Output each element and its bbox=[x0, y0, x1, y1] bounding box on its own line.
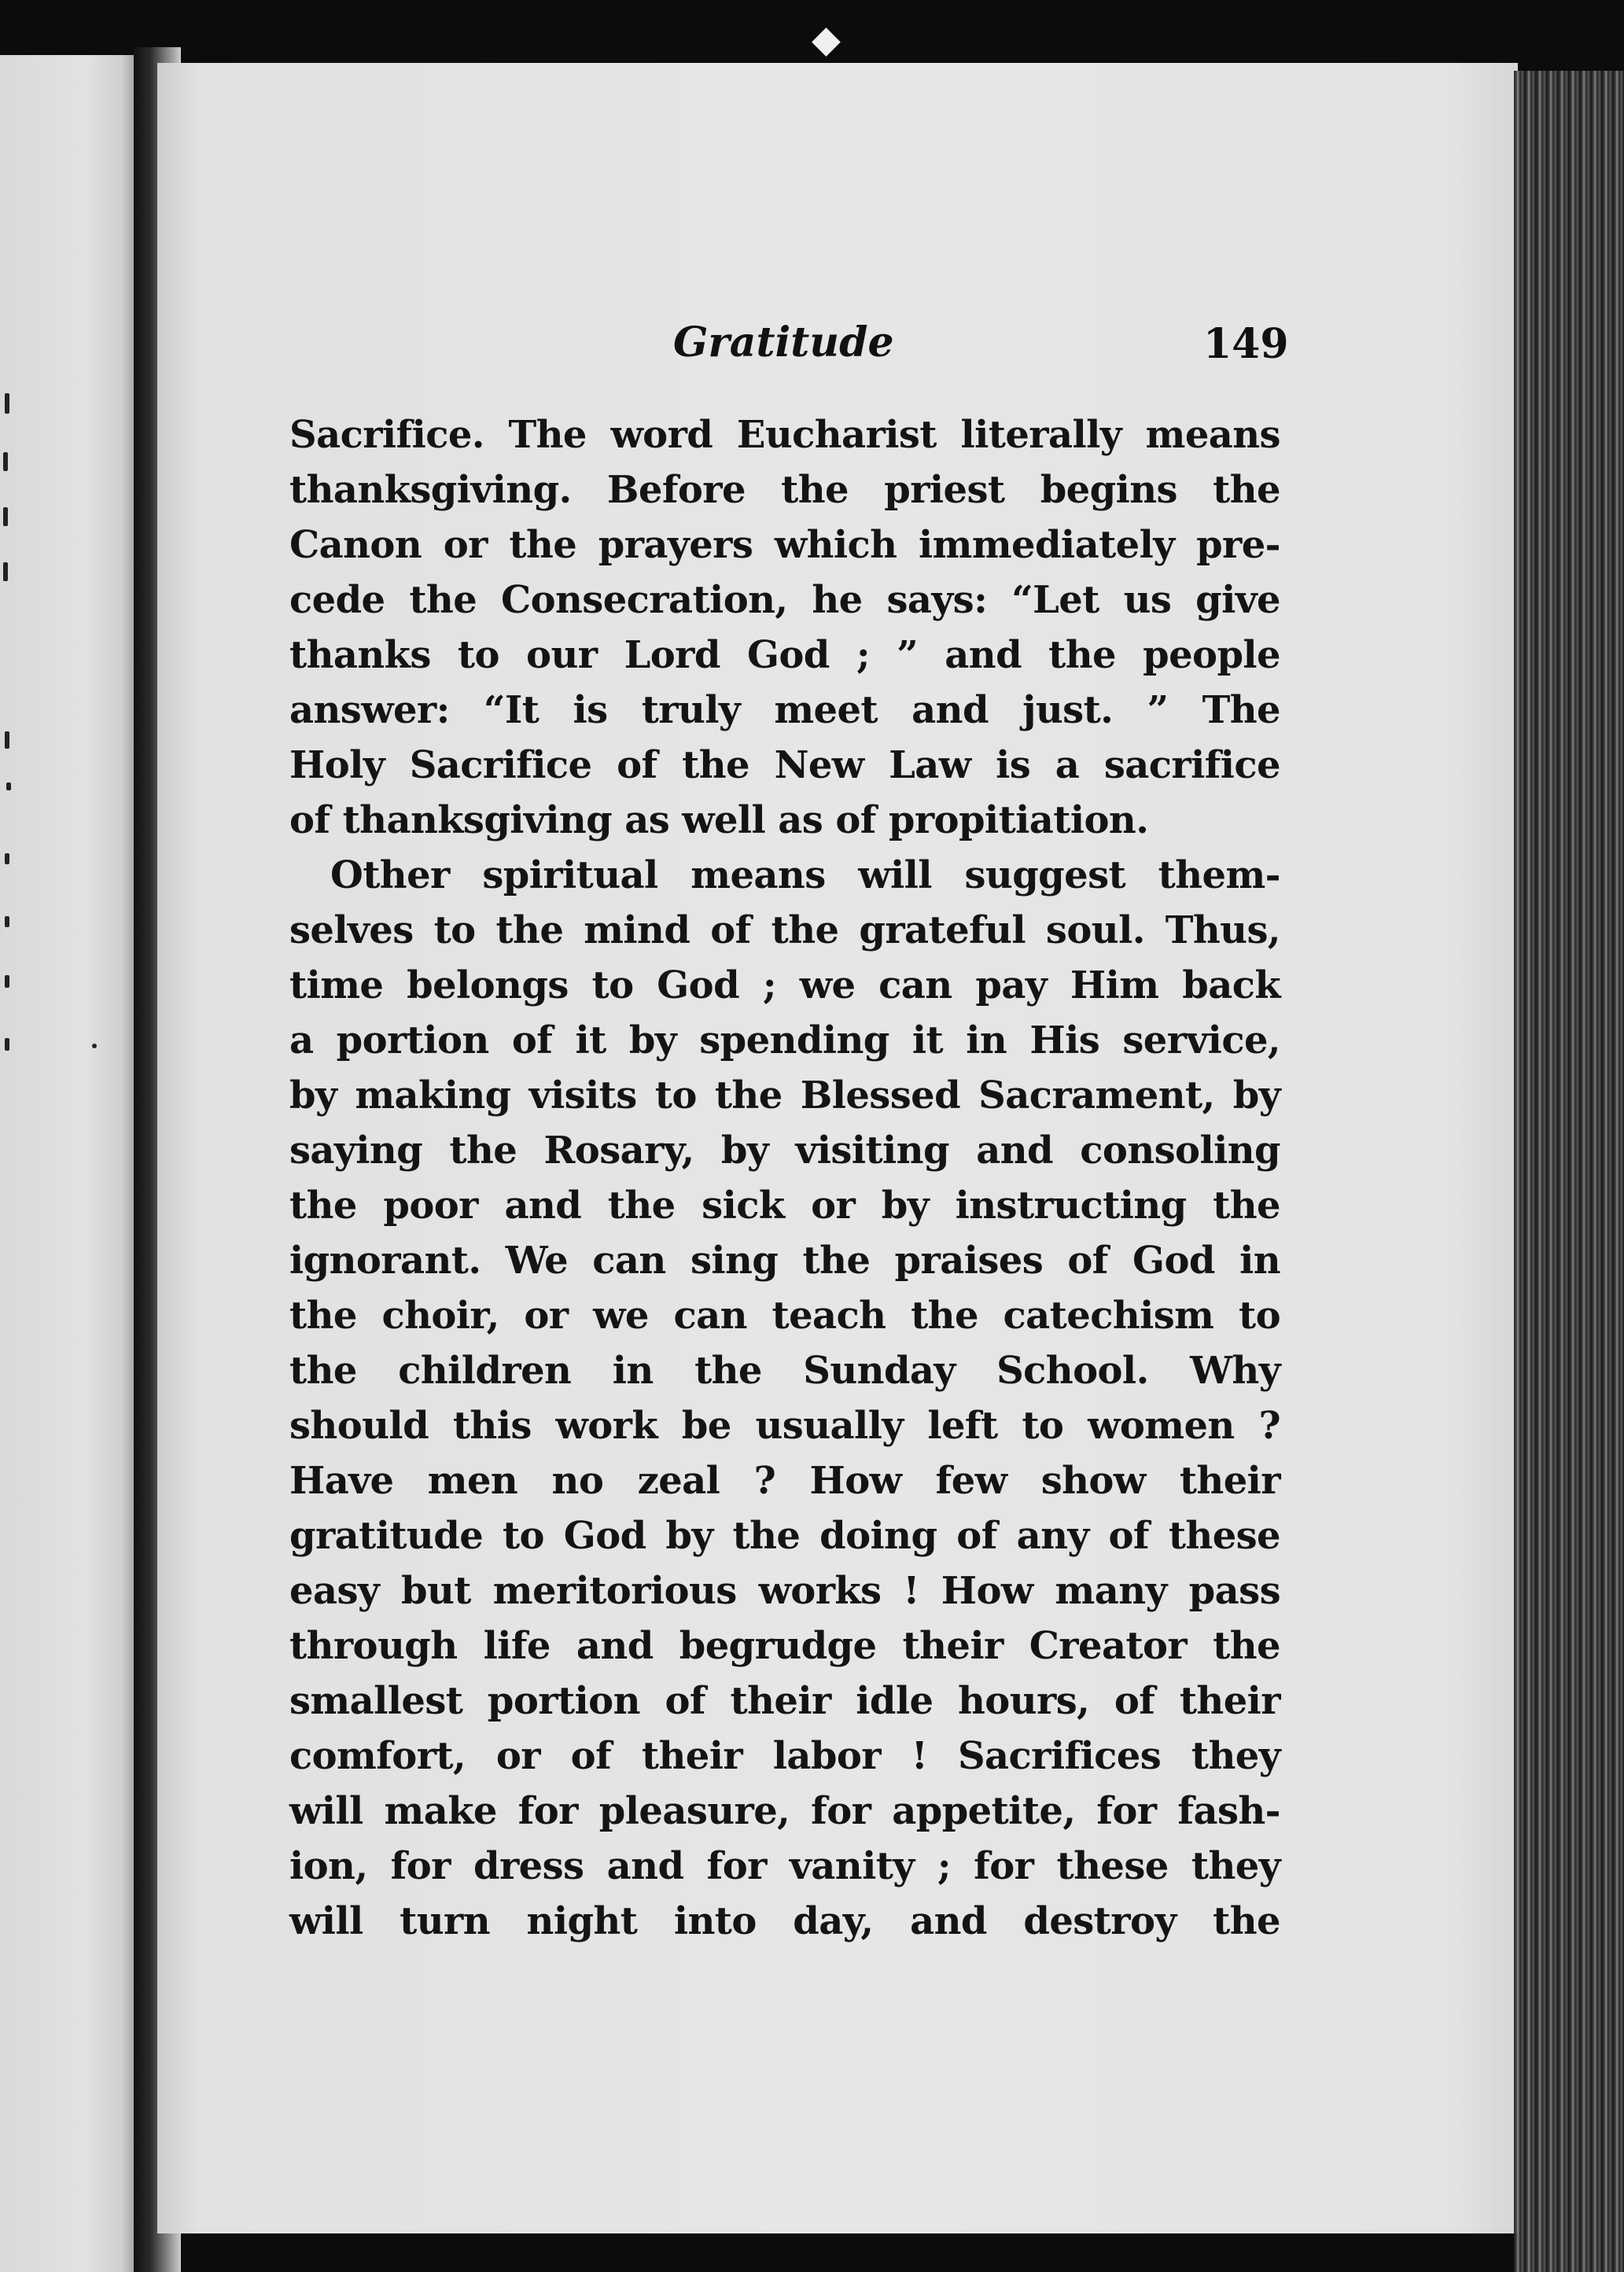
stray-ink-dot bbox=[92, 1044, 97, 1048]
text-line: ion, for dress and for vanity ; for these they bbox=[289, 1844, 1280, 1888]
text-line: cede the Consecration, he says: “Let us give bbox=[289, 578, 1280, 622]
text-line: Holy Sacrifice of the New Law is a sacrifice bbox=[289, 743, 1280, 787]
text-line: through life and begrudge their Creator the bbox=[289, 1624, 1280, 1668]
text-line: will turn night into day, and destroy the bbox=[289, 1899, 1280, 1943]
text-line: Have men no zeal ? How few show their bbox=[289, 1459, 1280, 1503]
left-page-ink-mark bbox=[5, 731, 9, 749]
text-line: will make for pleasure, for appetite, for fash- bbox=[289, 1789, 1280, 1833]
text-line: answer: “It is truly meet and just. ” The bbox=[289, 688, 1280, 732]
running-head bbox=[157, 319, 1518, 377]
text-line: should this work be usually left to women ? bbox=[289, 1404, 1280, 1448]
left-page-ink-mark bbox=[6, 782, 11, 790]
text-line: the choir, or we can teach the catechism to bbox=[289, 1294, 1280, 1338]
left-page-ink-mark bbox=[3, 507, 8, 526]
text-line: the children in the Sunday School. Why bbox=[289, 1349, 1280, 1393]
left-page-ink-mark bbox=[5, 853, 9, 864]
text-line: easy but meritorious works ! How many pass bbox=[289, 1569, 1280, 1613]
paragraph-first-line: Other spiritual means will suggest them- bbox=[330, 853, 1280, 897]
text-line: ignorant. We can sing the praises of God in bbox=[289, 1239, 1280, 1283]
left-page-edge bbox=[0, 55, 143, 2272]
left-page-ink-mark bbox=[3, 452, 8, 471]
text-line: a portion of it by spending it in His service, bbox=[289, 1018, 1280, 1062]
left-page-ink-mark bbox=[5, 1038, 9, 1051]
book-page bbox=[157, 63, 1518, 2233]
text-line: comfort, or of their labor ! Sacrifices they bbox=[289, 1734, 1280, 1778]
text-line: of thanksgiving as well as of propitiation. bbox=[289, 798, 1149, 842]
text-line: gratitude to God by the doing of any of these bbox=[289, 1514, 1280, 1558]
text-line: selves to the mind of the grateful soul. Thus, bbox=[289, 908, 1280, 952]
text-line: smallest portion of their idle hours, of their bbox=[289, 1679, 1280, 1723]
running-head-title: Gratitude bbox=[673, 319, 894, 366]
text-line: Canon or the prayers which immediately pre- bbox=[289, 523, 1280, 567]
page-number: 149 bbox=[1203, 320, 1289, 368]
left-page-ink-mark bbox=[5, 916, 9, 927]
text-line: thanksgiving. Before the priest begins the bbox=[289, 468, 1280, 512]
left-page-ink-mark bbox=[5, 393, 9, 414]
text-line: saying the Rosary, by visiting and consoling bbox=[289, 1129, 1280, 1173]
text-line: Sacrifice. The word Eucharist literally means bbox=[289, 413, 1280, 457]
text-line: the poor and the sick or by instructing the bbox=[289, 1184, 1280, 1228]
text-line: by making visits to the Blessed Sacrament, by bbox=[289, 1073, 1280, 1118]
left-page-ink-mark bbox=[3, 562, 8, 581]
text-line: thanks to our Lord God ; ” and the people bbox=[289, 633, 1280, 677]
right-page-edges bbox=[1514, 71, 1624, 2272]
body-text bbox=[289, 407, 1280, 1949]
scan-top-mark: ◆ bbox=[812, 17, 841, 61]
text-line: time belongs to God ; we can pay Him back bbox=[289, 963, 1280, 1007]
left-page-ink-mark bbox=[5, 975, 9, 988]
